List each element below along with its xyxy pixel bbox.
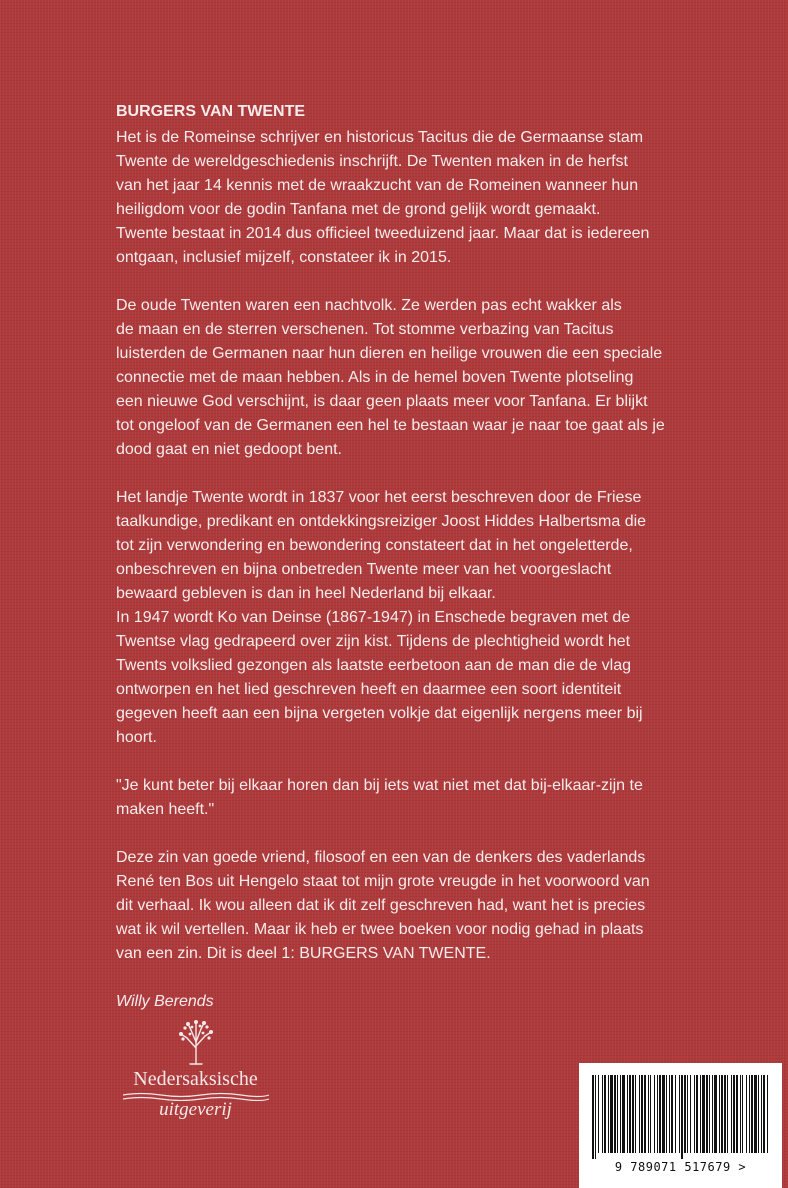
barcode-bar (662, 1075, 665, 1153)
barcode-bar (602, 1075, 603, 1153)
barcode-bar (669, 1075, 670, 1153)
barcode-bar (733, 1075, 735, 1153)
barcode-bar (721, 1075, 723, 1153)
barcode-bar (604, 1075, 606, 1153)
barcode-bar (648, 1075, 649, 1153)
barcode-bar (709, 1075, 710, 1153)
barcode-bar (659, 1075, 661, 1153)
barcode-bar (706, 1075, 708, 1153)
barcode-bar (592, 1075, 594, 1159)
barcode-bar (736, 1075, 738, 1153)
barcode-bar (675, 1075, 676, 1153)
barcode-bar (671, 1075, 673, 1153)
back-cover-text (116, 100, 756, 1014)
barcode-bar (617, 1075, 618, 1153)
barcode-bar (595, 1075, 596, 1159)
barcode-bar (687, 1075, 688, 1153)
barcode-bar (614, 1075, 616, 1153)
barcode-bar (712, 1075, 713, 1153)
isbn-number: 9 789071 517679 > (614, 1160, 747, 1174)
paragraph-nachtvolk: De oude Twenten waren een nachtvolk. Ze werden pas echt wakker als de maan en de sterren verschenen. Tot stomme verbazing van Tacitus luisterden de Germanen naar hun dieren en heilige vrouwen die een speciale connectie met de maan hebben. Als in de hemel boven Twente plotseling een nieuwe God verschijnt, is daar geen plaats meer voor Tanfana. Er blijkt tot ongeloof van de Germanen een hel te bestaan waar je naar toe gaat als je dood gaat en niet gedoopt bent. (116, 297, 665, 458)
barcode-bar (761, 1075, 762, 1153)
quote-paragraph: "Je kunt beter bij elkaar horen dan bij iets wat niet met dat bij-elkaar-zijn te maken heeft." (116, 777, 643, 818)
barcode-bar (740, 1075, 741, 1153)
barcode-bar (749, 1075, 750, 1153)
book-title: BURGERS VAN TWENTE (116, 103, 306, 120)
barcode-bar (700, 1075, 701, 1153)
tree-icon (173, 1018, 219, 1066)
barcode-bar (767, 1075, 768, 1153)
barcode-bar (610, 1075, 613, 1153)
barcode-bar (694, 1075, 695, 1153)
paragraph-halbertsma: Het landje Twente wordt in 1837 voor het eerst beschreven door de Friese taalkundige, predikant en ontdekkingsreiziger Joost Hiddes Halbertsma die tot zijn verwondering en bewondering constateert dat in het ongeletterde, onbeschreven en bijna onbetreden Twente meer van het voorgeslacht bewaard gebleven is dan in heel Nederland bij elkaar. (116, 489, 647, 602)
barcode-bar (690, 1075, 691, 1153)
paragraph-van-deinse: In 1947 wordt Ko van Deinse (1867-1947) in Enschede begraven met de Twentse vlag gedrapeerd over zijn kist. Tijdens de plechtigheid wordt het Twents volkslied gezongen als laatste eerbetoon aan de man die de vlag ontworpen en het lied geschreven heeft en daarmee een soort identiteit gegeven heeft aan een bijna vergeten volkje dat eigenlijk nergens meer bij hoort. (116, 609, 643, 746)
barcode-bar (650, 1075, 651, 1153)
barcode-bar (751, 1075, 753, 1153)
publisher-name: Nedersaksische (133, 1068, 258, 1090)
barcode-bar (679, 1075, 680, 1153)
barcode-bar (654, 1075, 655, 1153)
barcode-bar (598, 1075, 599, 1153)
barcode-bar (724, 1075, 726, 1153)
barcode-bar (608, 1075, 609, 1153)
barcode-bar (641, 1075, 643, 1153)
barcode-bar (657, 1075, 658, 1153)
barcode-bar (681, 1075, 683, 1159)
publisher-subtitle: uitgeverij (159, 1099, 232, 1120)
barcode-bar (746, 1075, 747, 1153)
barcode-bar (620, 1075, 621, 1153)
barcode-bar (714, 1075, 717, 1153)
barcode-bar (727, 1075, 728, 1153)
barcode-bar (684, 1075, 686, 1153)
barcode-bar (635, 1075, 636, 1153)
barcode-bar (644, 1075, 646, 1153)
barcode-bar (702, 1075, 705, 1153)
paragraph-tacitus: Het is de Romeinse schrijver en historicus Tacitus die de Germaanse stam Twente de wereldgeschiedenis inschrijft. De Twenten maken in de herfst van het jaar 14 kennis met de wraakzucht van de Romeinen wanneer hun heiligdom voor de godin Tanfana met de grond gelijk wordt gemaakt. Twente bestaat in 2014 dus officieel tweeduizend jaar. Maar dat is iedereen ontgaan, inclusief mijzelf, constateer ik in 2015. (116, 129, 650, 266)
barcode-bar (632, 1075, 634, 1153)
barcode-bar (629, 1075, 631, 1153)
barcode-bar (731, 1075, 732, 1153)
barcode-bar (763, 1075, 765, 1153)
barcode-bar (754, 1075, 757, 1153)
barcode-bar (696, 1075, 698, 1153)
isbn-barcode (579, 1063, 782, 1188)
publisher-logo (108, 1018, 283, 1128)
barcode-bar (742, 1075, 743, 1153)
paragraph-ten-bos: Deze zin van goede vriend, filosoof en een van de denkers des vaderlands René ten Bos uit Hengelo staat tot mijn grote vreugde in het voorwoord van dit verhaal. Ik wou alleen dat ik dit zelf geschreven had, want het is precies wat ik wil vertellen. Maar ik heb er twee boeken voor nodig gehad in plaats van een zin. Dit is deel 1: BURGERS VAN TWENTE. (116, 849, 650, 962)
barcode-bar (666, 1075, 667, 1153)
barcode-bars (588, 1075, 773, 1159)
barcode-bar (758, 1075, 759, 1153)
barcode-bar (719, 1075, 720, 1153)
barcode-bar (627, 1075, 628, 1153)
barcode-bar (639, 1075, 640, 1153)
barcode-bar (622, 1075, 625, 1153)
author-signature: Willy Berends (116, 993, 214, 1010)
